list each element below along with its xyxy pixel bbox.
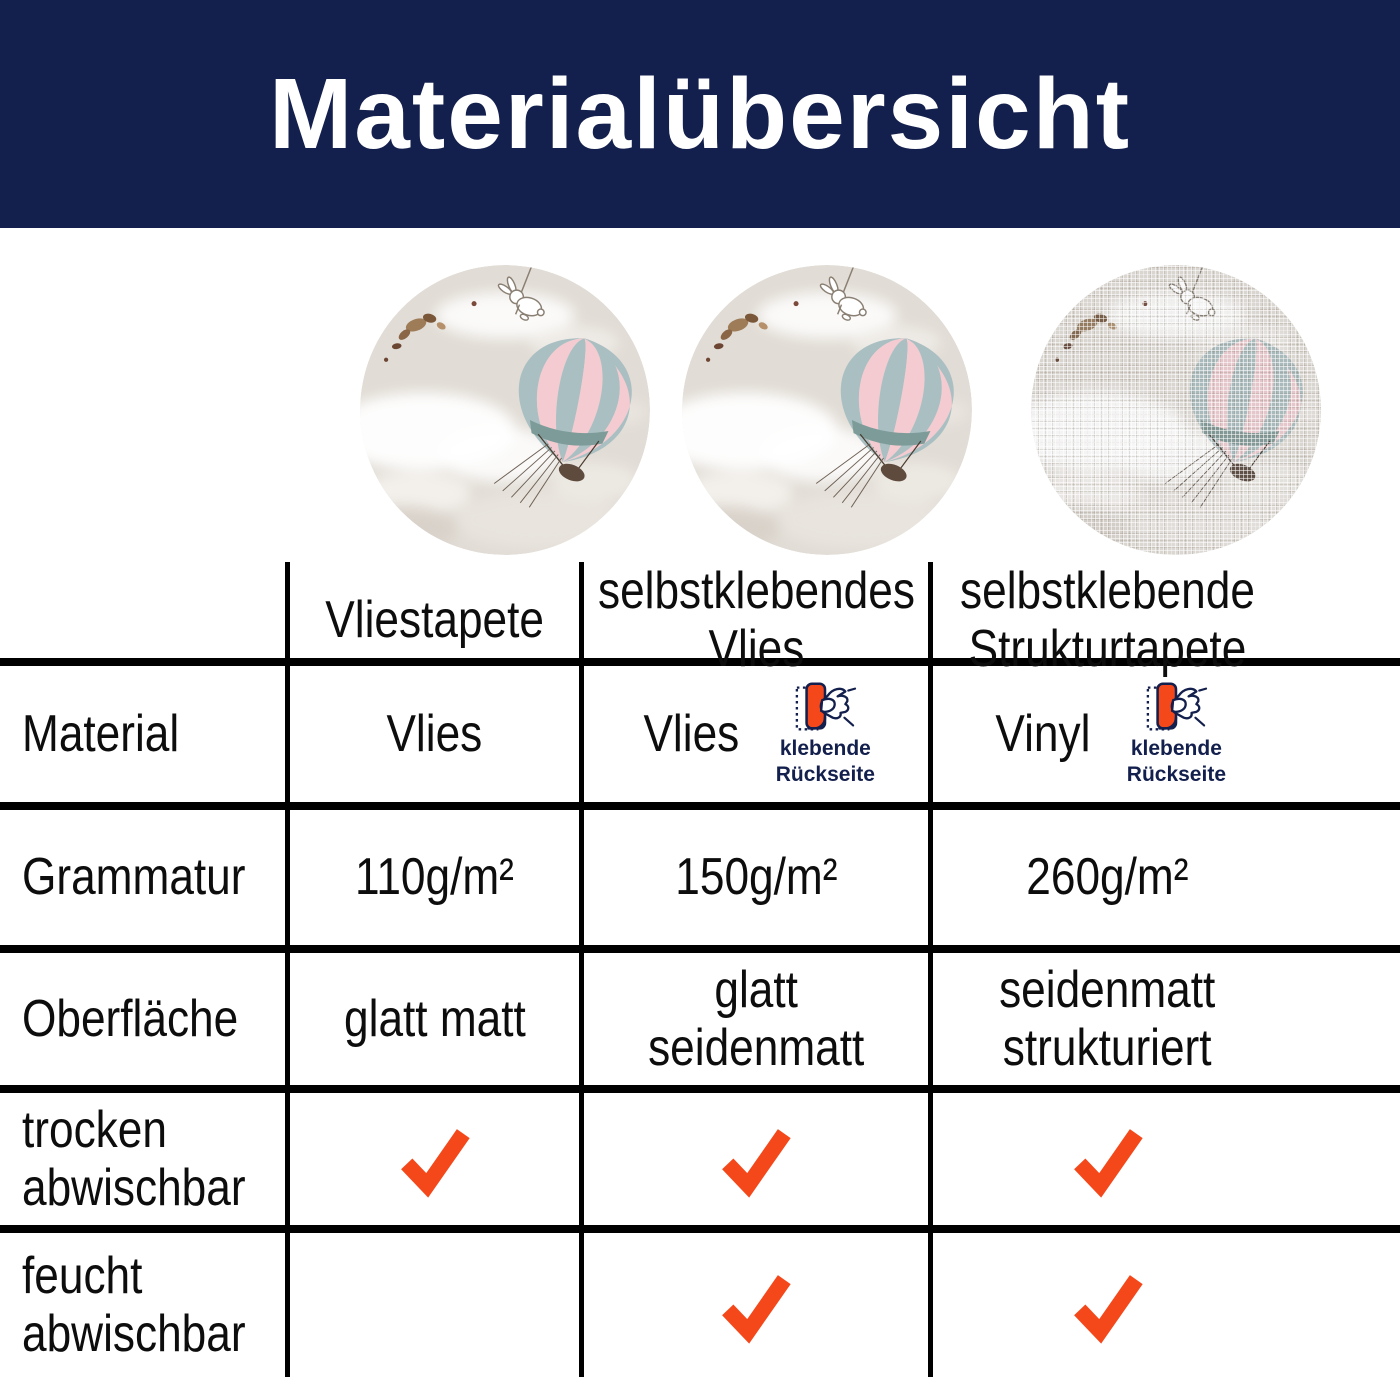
adhesive-backing-icon [793, 680, 857, 736]
trocken-cell-2 [584, 1093, 933, 1225]
sample-row [68, 265, 1350, 555]
column-header-strukturtapete: selbstklebende Strukturtapete [960, 562, 1255, 679]
material-cell-3: Vinyl klebende Rückseite [933, 666, 1282, 802]
table-row-trocken-abwischbar [0, 1093, 1400, 1233]
grammatur-cell-2: 150g/m² [584, 810, 933, 945]
oberflaeche-cell-3: seidenmatt strukturiert [999, 960, 1216, 1077]
column-header-selbstklebendes-vlies: selbstklebendes Vlies [584, 562, 933, 678]
page-title: Materialübersicht [268, 58, 1132, 170]
adhesive-backing-caption: klebende Rückseite [1126, 736, 1226, 786]
row-label-trocken-abwischbar: trocken abwischbar [0, 1093, 290, 1225]
row-label-grammatur: Grammatur [0, 810, 290, 945]
checkmark-icon [1069, 1266, 1147, 1344]
oberflaeche-cell-2: glatt seidenmatt [584, 953, 933, 1085]
column-header-vliestapete: Vliestapete [290, 562, 584, 678]
material-cell-1: Vlies [290, 666, 584, 802]
table-header-row [0, 562, 1400, 679]
header-empty-cell [0, 562, 290, 678]
grammatur-cell-3: 260g/m² [1026, 848, 1189, 907]
checkmark-icon [717, 1266, 795, 1344]
title-band [0, 0, 1400, 228]
sample-image-selbstklebendes-vlies [682, 265, 972, 555]
material-sample-selbstklebendes-vlies [652, 265, 1001, 555]
adhesive-backing-icon [1144, 680, 1208, 736]
oberflaeche-cell-1: glatt matt [290, 953, 584, 1085]
adhesive-backing-badge [773, 680, 877, 789]
feucht-cell-2 [584, 1233, 933, 1377]
checkmark-icon [396, 1120, 474, 1198]
material-sample-strukturtapete [1001, 265, 1350, 555]
table-row-grammatur [0, 810, 1400, 953]
table-row-feucht-abwischbar [0, 1233, 1400, 1377]
material-comparison-table [0, 562, 1400, 1377]
row-label-feucht-abwischbar: feucht abwischbar [0, 1233, 290, 1377]
grammatur-cell-1: 110g/m² [290, 810, 584, 945]
sample-image-strukturtapete [1031, 265, 1321, 555]
table-row-oberflaeche [0, 953, 1400, 1093]
feucht-cell-1 [290, 1233, 584, 1377]
trocken-cell-1 [290, 1093, 584, 1225]
checkmark-icon [717, 1120, 795, 1198]
fabric-texture-overlay [1031, 265, 1321, 555]
adhesive-backing-caption: klebende Rückseite [775, 736, 875, 786]
checkmark-icon [1069, 1120, 1147, 1198]
trocken-cell-3 [933, 1093, 1282, 1225]
material-cell-2: Vlies klebende Rückseite [584, 666, 933, 802]
adhesive-backing-badge [1124, 680, 1228, 789]
feucht-cell-3 [933, 1233, 1282, 1377]
table-row-material [0, 666, 1400, 810]
sample-image-vliestapete [360, 265, 650, 555]
row-label-oberflaeche: Oberfläche [0, 953, 290, 1085]
material-sample-vliestapete [358, 265, 652, 555]
row-label-material: Material [0, 666, 290, 802]
